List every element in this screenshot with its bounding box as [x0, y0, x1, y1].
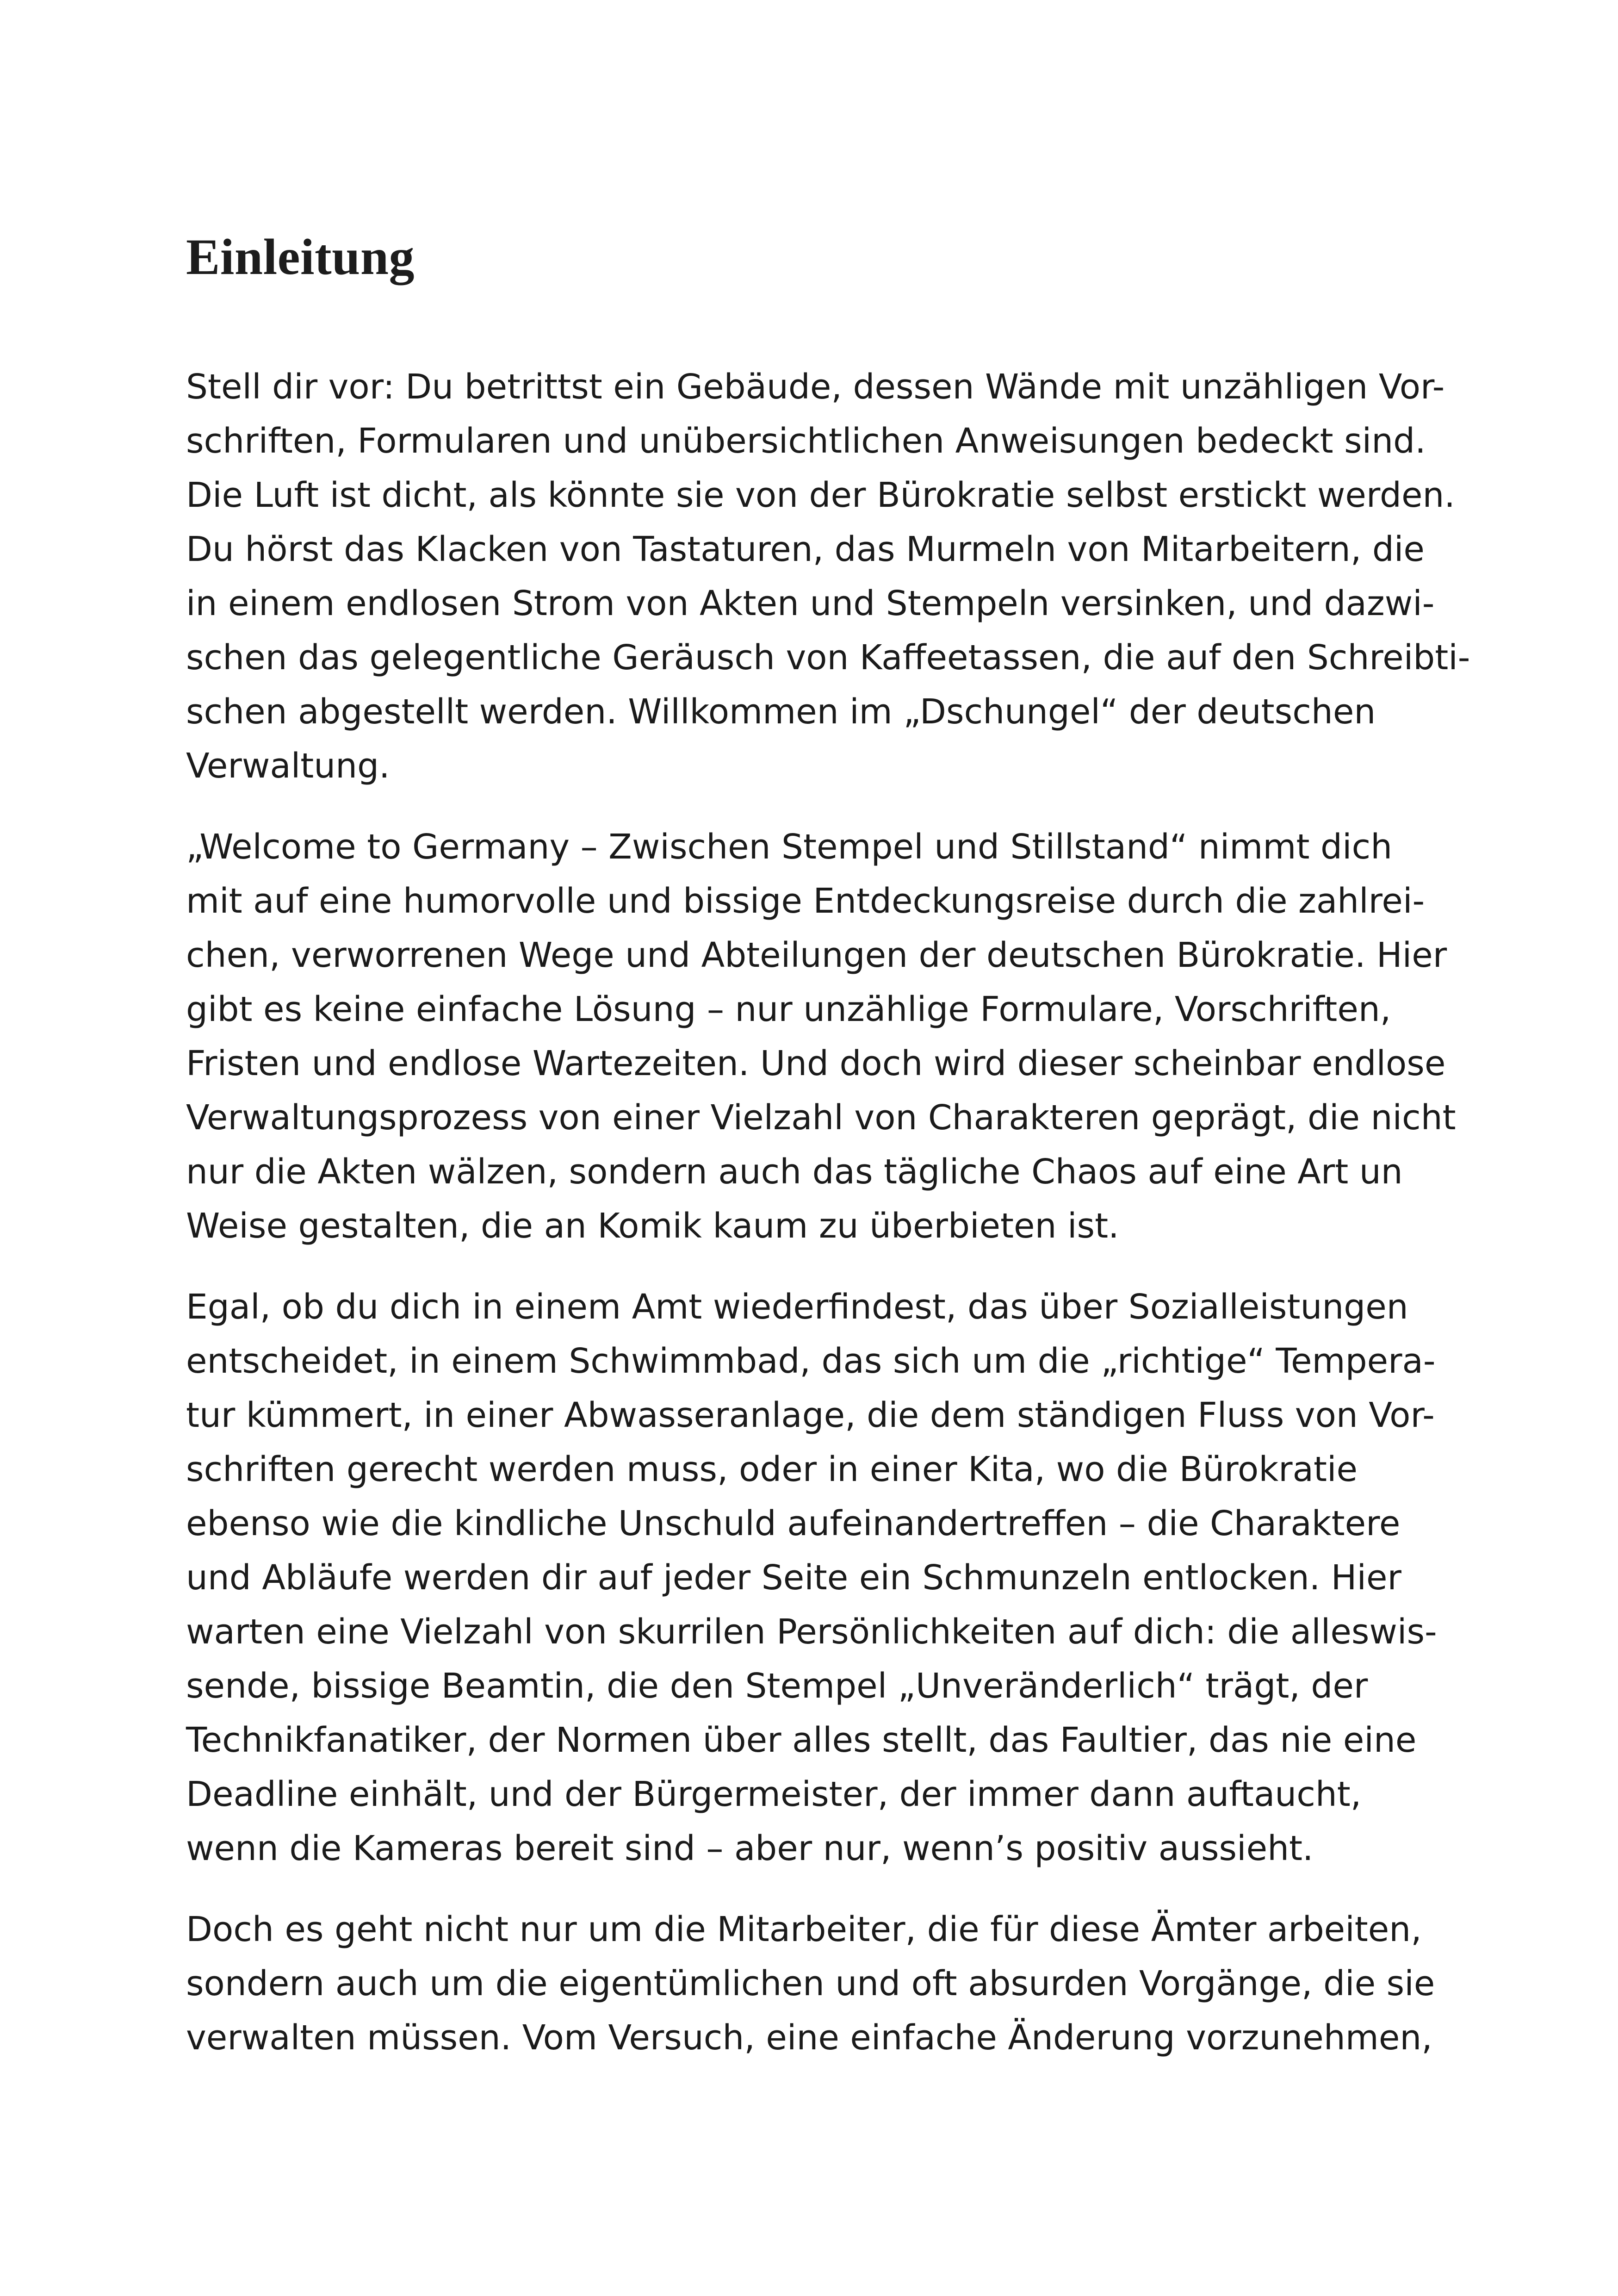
text-line: Doch es geht nicht nur um die Mitarbeiter, die für diese Ämter arbeiten,: [186, 1910, 1422, 1949]
text-line: schen das gelegentliche Geräusch von Kaffeetassen, die auf den Schreibti-: [186, 638, 1470, 678]
text-line: Die Luft ist dicht, als könnte sie von der Bürokratie selbst erstickt werden.: [186, 475, 1455, 515]
text-line: Deadline einhält, und der Bürgermeister, der immer dann auftaucht,: [186, 1774, 1362, 1814]
text-line: Egal, ob du dich in einem Amt wiederfindest, das über Sozialleistungen: [186, 1287, 1408, 1327]
text-line: in einem endlosen Strom von Akten und Stempeln versinken, und dazwi-: [186, 584, 1435, 623]
text-line: schriften gerecht werden muss, oder in einer Kita, wo die Bürokratie: [186, 1450, 1358, 1489]
text-line: und Abläufe werden dir auf jeder Seite ein Schmunzeln entlocken. Hier: [186, 1558, 1401, 1598]
text-line: verwalten müssen. Vom Versuch, eine einfache Änderung vorzunehmen,: [186, 2018, 1432, 2058]
text-line: gibt es keine einfache Lösung – nur unzählige Formulare, Vorschriften,: [186, 989, 1391, 1029]
paragraph: [186, 1280, 1435, 1876]
chapter-heading: Einleitung: [186, 229, 415, 285]
paragraph: [186, 1903, 1435, 2065]
page-content: [186, 227, 1470, 2092]
text-line: entscheidet, in einem Schwimmbad, das sich um die „richtige“ Tempera-: [186, 1341, 1436, 1381]
text-line: wenn die Kameras bereit sind – aber nur, wenn’s positiv aussieht.: [186, 1829, 1314, 1868]
paragraph: [186, 360, 1470, 793]
text-line: schen abgestellt werden. Willkommen im „Dschungel“ der deutschen: [186, 692, 1376, 732]
text-line: sende, bissige Beamtin, die den Stempel „Unveränderlich“ trägt, der: [186, 1666, 1368, 1706]
text-line: Verwaltungsprozess von einer Vielzahl von Charakteren geprägt, die nicht: [186, 1098, 1456, 1138]
text-line: nur die Akten wälzen, sondern auch das tägliche Chaos auf eine Art un: [186, 1152, 1403, 1192]
text-line: Fristen und endlose Wartezeiten. Und doch wird dieser scheinbar endlose: [186, 1044, 1446, 1083]
text-line: tur kümmert, in einer Abwasseranlage, die dem ständigen Fluss von Vor-: [186, 1395, 1435, 1435]
text-line: ebenso wie die kindliche Unschuld aufeinandertreffen – die Charaktere: [186, 1504, 1401, 1543]
text-line: „Welcome to Germany – Zwischen Stempel und Stillstand“ nimmt dich: [186, 827, 1393, 867]
text-line: mit auf eine humorvolle und bissige Entdeckungsreise durch die zahlrei-: [186, 881, 1425, 921]
text-line: Stell dir vor: Du betrittst ein Gebäude, dessen Wände mit unzähligen Vor-: [186, 367, 1445, 407]
body-text: [186, 360, 1470, 2065]
text-line: chen, verworrenen Wege und Abteilungen der deutschen Bürokratie. Hier: [186, 935, 1447, 975]
paragraph: [186, 820, 1456, 1253]
text-line: warten eine Vielzahl von skurrilen Persönlichkeiten auf dich: die alleswis-: [186, 1612, 1437, 1652]
text-line: Du hörst das Klacken von Tastaturen, das Murmeln von Mitarbeitern, die: [186, 529, 1425, 569]
text-line: Verwaltung.: [186, 746, 390, 786]
text-line: Technikfanatiker, der Normen über alles stellt, das Faultier, das nie eine: [186, 1720, 1417, 1760]
text-line: sondern auch um die eigentümlichen und oft absurden Vorgänge, die sie: [186, 1964, 1435, 2004]
text-line: schriften, Formularen und unübersichtlichen Anweisungen bedeckt sind.: [186, 421, 1426, 461]
text-line: Weise gestalten, die an Komik kaum zu überbieten ist.: [186, 1206, 1119, 1246]
